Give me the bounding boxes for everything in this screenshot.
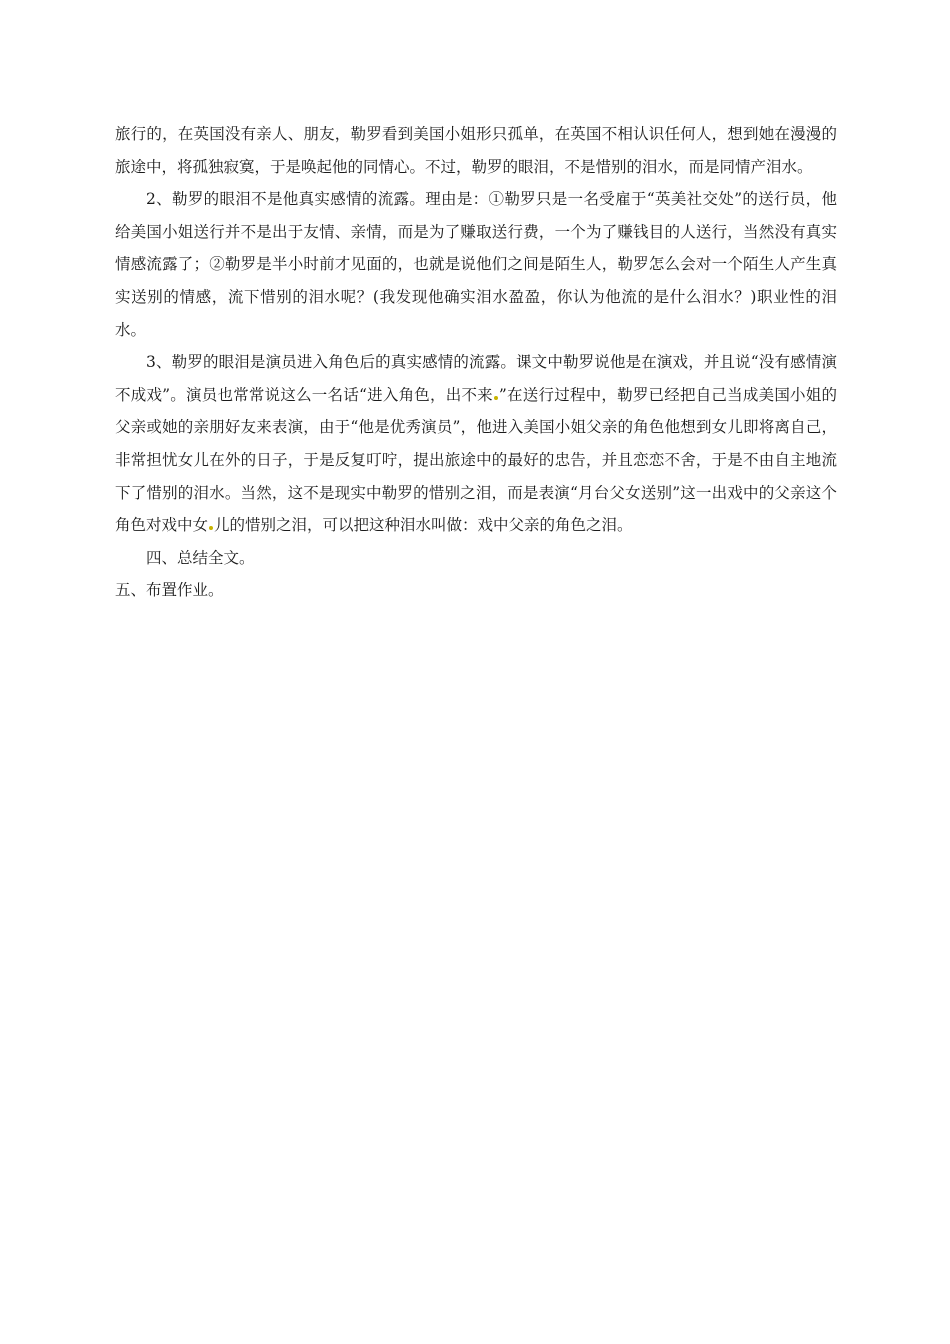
paragraph-point-3 <box>115 346 837 542</box>
section-heading-summary: 四、总结全文。 <box>146 548 255 567</box>
paragraph-continuation: 旅行的，在英国没有亲人、朋友，勒罗看到美国小姐形只孤单，在英国不相认识任何人，想到她在漫漫的旅途中，将孤独寂寞，于是唤起他的同情心。不过，勒罗的眼泪，不是惜别的泪水，而是同情产泪水。 <box>115 125 837 176</box>
paragraph-point-3-part-c: 儿的惜别之泪，可以把这种泪水叫做：戏中父亲的角色之泪。 <box>214 516 633 535</box>
paragraph-point-2: 2、勒罗的眼泪不是他真实感情的流露。理由是：①勒罗只是一名受雇于“英美社交处”的送行员，他给美国小姐送行并不是出于友情、亲情，而是为了赚取送行费，一个为了赚钱目的人送行，当然没有真实情感流露了；②勒罗是半小时前才见面的，也就是说他们之间是陌生人，勒罗怎么会对一个陌生人产生真实送别的情感，流下惜别的泪水呢？(我发现他确实泪水盈盈，你认为他流的是什么泪水？)职业性的泪水。 <box>115 190 837 339</box>
paragraph-point-3-part-b: ”在送行过程中，勒罗已经把自己当成美国小姐的父亲或她的亲朋好友来表演，由于“他是优秀演员”，他进入美国小姐父亲的角色他想到女儿即将离自己，非常担忧女儿在外的日子，于是反复叮咛，提出旅途中的最好的忠告，并且恋恋不舍，于是不由自主地流下了惜别的泪水。当然，这不是现实中勒罗的惜别之泪，而是表演“月台父女送别”这一出戏中的父亲这个角色对戏中女 <box>115 385 837 535</box>
document-body <box>115 118 837 607</box>
text-marker-dot <box>494 396 498 400</box>
paragraph-point-3-part-a: 3、勒罗的眼泪是演员进入角色后的真实感情的流露。课文中勒罗说他是在演戏，并且说“没有感情演不成戏”。演员也常常说这么一名话“进入角色，出不来 <box>115 353 837 404</box>
section-heading-homework: 五、布置作业。 <box>115 581 224 600</box>
text-marker-dot <box>209 526 213 530</box>
